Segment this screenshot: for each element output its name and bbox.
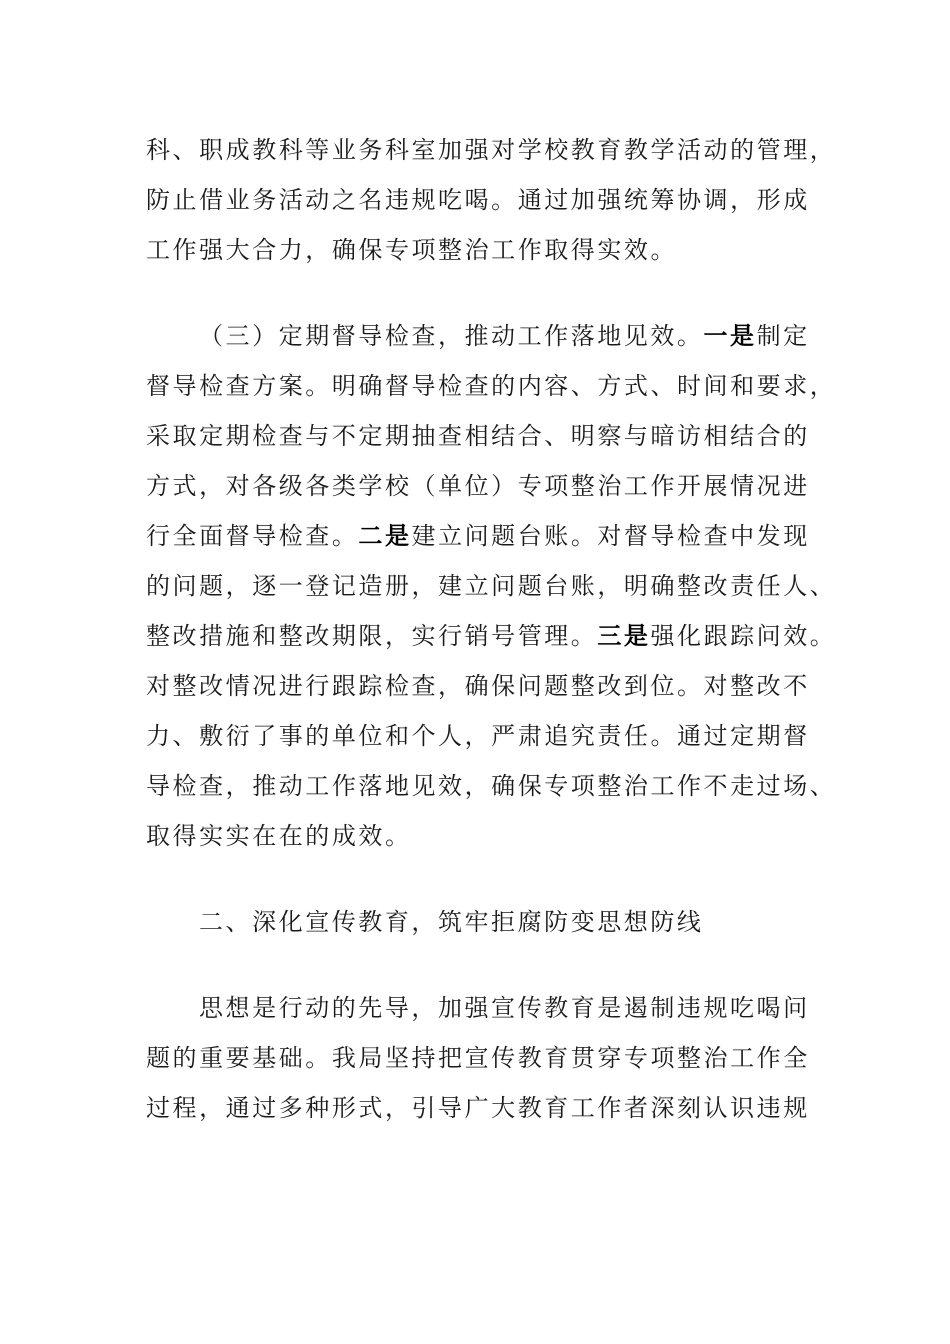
bold-marker-second: 二是	[358, 522, 412, 550]
bold-marker-third: 三是	[597, 622, 651, 650]
paragraph-2-line-7-text: 整改措施和整改期限，实行销号管理。	[146, 622, 598, 650]
paragraph-2-line-10: 导检查，推动工作落地见效，确保专项整治工作不走过场、	[146, 772, 837, 800]
paragraph-1-line-1: 科、职成教科等业务科室加强对学校教育教学活动的管理，	[146, 136, 837, 164]
paragraph-2-line-2: 督导检查方案。明确督导检查的内容、方式、时间和要求，	[146, 372, 837, 400]
paragraph-3-line-1: 思想是行动的先导，加强宣传教育是遏制违规吃喝问	[199, 994, 810, 1022]
paragraph-2-line-9: 力、敷衍了事的单位和个人，严肃追究责任。通过定期督	[146, 722, 810, 750]
paragraph-2-line-11: 取得实实在在的成效。	[146, 822, 412, 850]
paragraph-2-line-5-text: 行全面督导检查。	[146, 522, 359, 550]
section-heading: 二、深化宣传教育，筑牢拒腐防变思想防线	[199, 908, 704, 936]
paragraph-3-line-2: 题的重要基础。我局坚持把宣传教育贯穿专项整治工作全	[146, 1044, 810, 1072]
paragraph-2-line-6: 的问题，逐一登记造册，建立问题台账，明确整改责任人、	[146, 572, 837, 600]
paragraph-2-line-1-tail: 制定	[756, 322, 810, 350]
paragraph-2-line-7	[146, 616, 837, 656]
paragraph-3-line-3: 过程，通过多种形式，引导广大教育工作者深刻认识违规	[146, 1094, 810, 1122]
paragraph-1-line-2: 防止借业务活动之名违规吃喝。通过加强统筹协调，形成	[146, 186, 810, 214]
bold-marker-first: 一是	[703, 322, 757, 350]
paragraph-2-line-8: 对整改情况进行跟踪检查，确保问题整改到位。对整改不	[146, 672, 810, 700]
paragraph-2-line-4: 方式，对各级各类学校（单位）专项整治工作开展情况进	[146, 472, 810, 500]
paragraph-2-line-5	[146, 516, 810, 556]
paragraph-2-line-1	[199, 316, 859, 356]
paragraph-2-line-7-tail: 强化跟踪问效。	[650, 622, 837, 650]
paragraph-2-line-3: 采取定期检查与不定期抽查相结合、明察与暗访相结合的	[146, 422, 810, 450]
paragraph-2-line-1-text: （三）定期督导检查，推动工作落地见效。	[199, 322, 704, 350]
paragraph-1-line-3: 工作强大合力，确保专项整治工作取得实效。	[146, 236, 677, 264]
paragraph-2-line-5-tail: 建立问题台账。对督导检查中发现	[411, 522, 810, 550]
